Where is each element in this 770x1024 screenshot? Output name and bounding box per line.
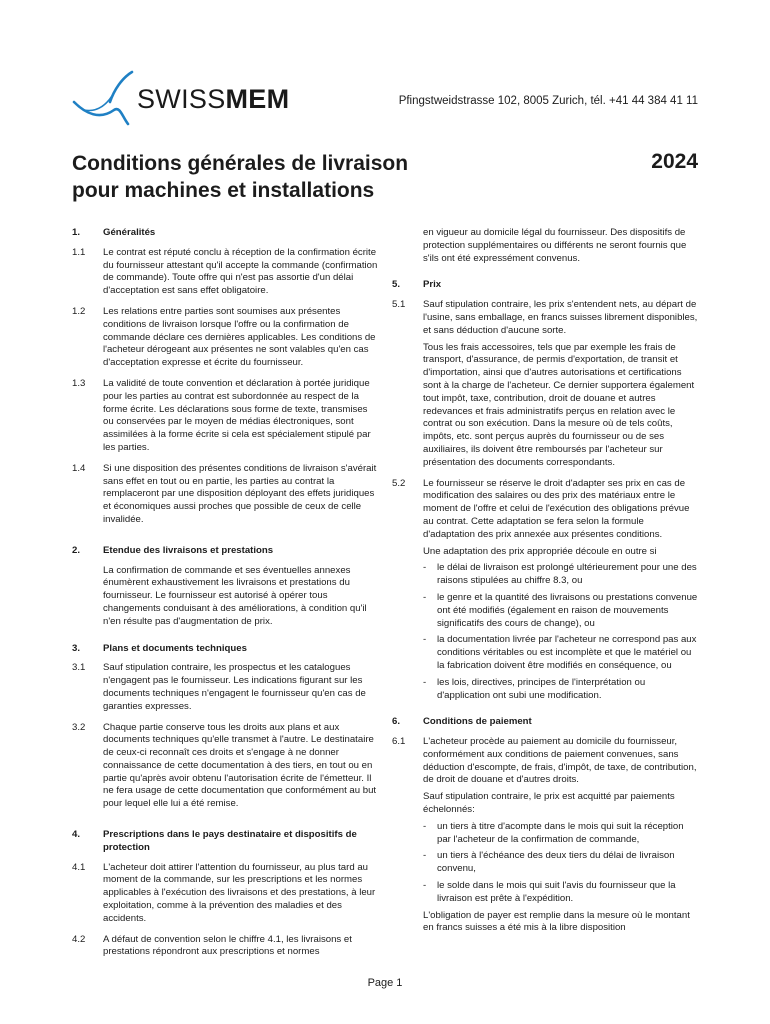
list-item <box>423 562 698 588</box>
document-title-line-1: Conditions générales de livraison <box>72 152 409 175</box>
section-number: 3. <box>72 642 81 654</box>
page-number: Page 1 <box>367 977 403 989</box>
clause-number: 6.1 <box>392 736 406 748</box>
section-heading-1 <box>72 227 378 240</box>
section-number: 5. <box>392 279 401 291</box>
spacer <box>392 706 698 716</box>
list-item <box>423 821 698 847</box>
document-title-line-2: pour machines et installations <box>72 179 375 202</box>
clause-1-4 <box>72 463 378 527</box>
list-item-text: le délai de livraison est prolongé ultérieurement pour une des raisons stipulées au chiffre 8.3, ou <box>437 562 697 587</box>
clause-number: 1.4 <box>72 462 86 474</box>
logo-wordmark-swiss: SWISS <box>137 84 226 114</box>
list-item-text: un tiers à titre d'acompte dans le mois qui suit la réception par l'acheteur de la confirmation de commande, <box>437 820 684 845</box>
logo-wordmark <box>137 84 289 115</box>
list-item-text: un tiers à l'échéance des deux tiers du délai de livraison convenu, <box>437 850 675 875</box>
spacer <box>72 819 378 829</box>
clause-text: A défaut de convention selon le chiffre 4.1, les livraisons et prestations répondront aux prescriptions et normes <box>103 933 352 958</box>
section-title: Etendue des livraisons et prestations <box>103 544 274 556</box>
section-heading-5 <box>392 279 698 292</box>
list-item-text: les lois, directives, principes de l'interprétation ou d'application ont subi une modification. <box>437 676 646 701</box>
section-number: 4. <box>72 829 81 841</box>
clause-text: Le contrat est réputé conclu à réception de la confirmation écrite du fournisseur attestant qu'il accepte la commande (confirmation de commande). Toute offre qui n'est pas assortie d'un délai d'acceptation est sans effet obligatoire. <box>103 246 378 297</box>
clause-1-3 <box>72 378 378 455</box>
clause-3-1 <box>72 662 378 713</box>
clause-number: 4.1 <box>72 861 86 873</box>
clause-text: L'acheteur doit attirer l'attention du fournisseur, au plus tard au moment de la commande, sur les prescriptions et les normes applicables à l'exécution des livraisons et des prestations, à leur exploitation, comme à la prévention des maladies et des accidents. <box>103 861 376 924</box>
logo-swoosh-upper <box>110 72 132 102</box>
list-item <box>423 677 698 703</box>
clause-text: Chaque partie conserve tous les droits aux plans et aux documents techniques qu'elle transmet à l'autre. Le destinataire de ceux-ci reconnaît ces droits et s'engage à ne donner connaissance de cette documentation à des tiers, en tout ou en partie qu'après avoir obtenu l'autorisation écrite de l'émetteur. Il ne fera usage de cette documentation que conformément au but pour lequel elle lui a été remise. <box>103 721 377 810</box>
right-column <box>392 227 698 939</box>
section-number: 6. <box>392 716 401 728</box>
list-item <box>423 880 698 906</box>
section-number: 2. <box>72 544 81 556</box>
clause-text: La validité de toute convention et déclaration à portée juridique pour les parties au contrat est subordonnée au respect de la forme écrite. Les déclarations sous forme de texte, transmises ou conservées par le moyen de médias électroniques, sont assimilées à la forme écrite si cela est spécialement stipulé par les parties. <box>103 377 371 453</box>
list-item-text: la documentation livrée par l'acheteur ne correspond pas aux conditions véritables ou est incomplète et que le matériel ou la fabrication doivent être modifiés en conséquence, ou <box>437 634 697 671</box>
spacer <box>392 269 698 279</box>
bullet-dash: - <box>423 591 427 603</box>
document-title <box>72 150 408 204</box>
bullet-dash: - <box>423 880 427 892</box>
clause-text: Le fournisseur se réserve le droit d'adapter ses prix en cas de modification des salaires ou des prix des matériaux entre le moment de l'offre et celui de l'exécution des obligations prévue au contrat. Cette adaptation se fera selon la formule d'adaptation des prix annexée aux présentes conditions. <box>423 477 690 540</box>
clause-text: Si une disposition des présentes conditions de livraison s'avérait sans effet en tout ou en partie, les parties au contrat la remplaceront par une disposition déployant des effets juridiques et économiques aussi proches que possible de ceux de celle invalidée. <box>103 462 377 525</box>
section-heading-4 <box>72 829 378 855</box>
clause-number: 1.2 <box>72 305 86 317</box>
section-title: Prescriptions dans le pays destinataire et dispositifs de protection <box>103 829 357 853</box>
clause-6-1 <box>392 736 698 787</box>
bullet-dash: - <box>423 820 427 832</box>
clause-3-2 <box>72 722 378 812</box>
clause-1-2 <box>72 306 378 370</box>
clause-4-1 <box>72 862 378 926</box>
clause-5-2 <box>392 478 698 542</box>
clause-text: Sauf stipulation contraire, les prospectus et les catalogues n'engagent pas le fournisseur. Les indications figurant sur les documents techniques n'engagent le fournisseur qu'en cas de garanties expresses. <box>103 662 366 712</box>
clause-5-2-intro: Une adaptation des prix appropriée découle en outre si <box>423 545 657 557</box>
section-heading-3 <box>72 643 378 656</box>
clause-text: Les relations entre parties sont soumises aux présentes conditions de livraison lorsque l'offre ou la confirmation de commande déclare ces dernières applicables. Les conditions de l'acheteur dérogeant aux présentes ne sont valables qu'en cas d'acceptation expresse et écrite du fournisseur. <box>103 305 376 369</box>
bullet-dash: - <box>423 676 427 688</box>
clause-6-1-intro: Sauf stipulation contraire, le prix est acquitté par paiements échelonnés: <box>423 791 675 816</box>
clause-6-1-closing: L'obligation de payer est remplie dans la mesure où le montant en francs suisses a été mis à la libre disposition <box>423 909 690 934</box>
list-item <box>423 634 698 672</box>
clause-number: 5.2 <box>392 477 406 489</box>
left-column <box>72 227 378 967</box>
list-item-text: le genre et la quantité des livraisons ou prestations convenue ont été modifiés (également en raison de mouvements significatifs des cours de change), ou <box>437 591 698 629</box>
logo-wordmark-mem: MEM <box>225 84 290 114</box>
spacer <box>72 535 378 545</box>
clause-number: 5.1 <box>392 299 406 311</box>
list-item-text: le solde dans le mois qui suit l'avis du fournisseur que la livraison est prête à l'expédition. <box>437 880 676 904</box>
section-2-text: La confirmation de commande et ses éventuelles annexes énumèrent exhaustivement les livraisons et prestations du fournisseur. Le fournisseur est autorisé à opérer tous changements conduisant à des améliorations, à condition qu'il n'en résulte pas d'augmentation de prix. <box>103 564 367 627</box>
bullet-dash: - <box>423 850 427 862</box>
section-title: Généralités <box>103 227 156 238</box>
section-title: Plans et documents techniques <box>103 642 247 654</box>
bullet-dash: - <box>423 562 427 574</box>
bullet-dash: - <box>423 634 427 646</box>
clause-4-2-continued: en vigueur au domicile légal du fournisseur. Des dispositifs de protection supplémentaires ou différents ne seront fournis que s'ils ont été expressément convenus. <box>423 227 687 264</box>
clause-text: L'acheteur procède au paiement au domicile du fournisseur, conformément aux conditions de paiement convenues, sans déduction d'escompte, de frais, d'impôt, de taxe, de contribution, de droit de douane et d'autres droits. <box>423 736 697 786</box>
section-number: 1. <box>72 227 81 238</box>
clause-5-1-extra: Tous les frais accessoires, tels que par exemple les frais de transport, d'assurance, de permis d'exportation, de transit et d'importation, ainsi que d'autres autorisations et certifications sont à la charge de l'acheteur. Ce dernier supportera également tout impôt, taxe, contribution, droit de douane et autres redevances et frais administratifs perçus en relation avec le contrat ou son exécution. Dans la mesure où de tels coûts, impôts, etc. sont perçus auprès du fournisseur ou de ses auxiliaires, ils doivent être remboursés par l'acheteur sur présentation des documents correspondants. <box>423 341 695 468</box>
company-address: Pfingstweidstrasse 102, 8005 Zurich, tél. +41 44 384 41 11 <box>398 95 698 107</box>
clause-number: 1.1 <box>72 246 86 258</box>
clause-1-1 <box>72 247 378 298</box>
section-title: Conditions de paiement <box>423 716 532 728</box>
section-heading-6 <box>392 716 698 729</box>
logo-swoosh-inner <box>84 96 112 110</box>
clause-number: 3.1 <box>72 662 86 674</box>
list-item <box>423 850 698 876</box>
clause-number: 1.3 <box>72 377 86 389</box>
clause-5-1 <box>392 299 698 337</box>
document-year: 2024 <box>651 150 698 173</box>
spacer <box>72 633 378 643</box>
clause-number: 3.2 <box>72 721 86 733</box>
section-title: Prix <box>423 279 442 291</box>
logo-swoosh-lower <box>74 102 128 124</box>
list-item <box>423 592 698 630</box>
clause-number: 4.2 <box>72 933 86 945</box>
section-heading-2 <box>72 545 378 558</box>
clause-4-2 <box>72 934 378 960</box>
clause-text: Sauf stipulation contraire, les prix s'entendent nets, au départ de l'usine, sans emballage, en francs suisses librement disponibles, et sans déduction d'aucune sorte. <box>423 299 698 336</box>
